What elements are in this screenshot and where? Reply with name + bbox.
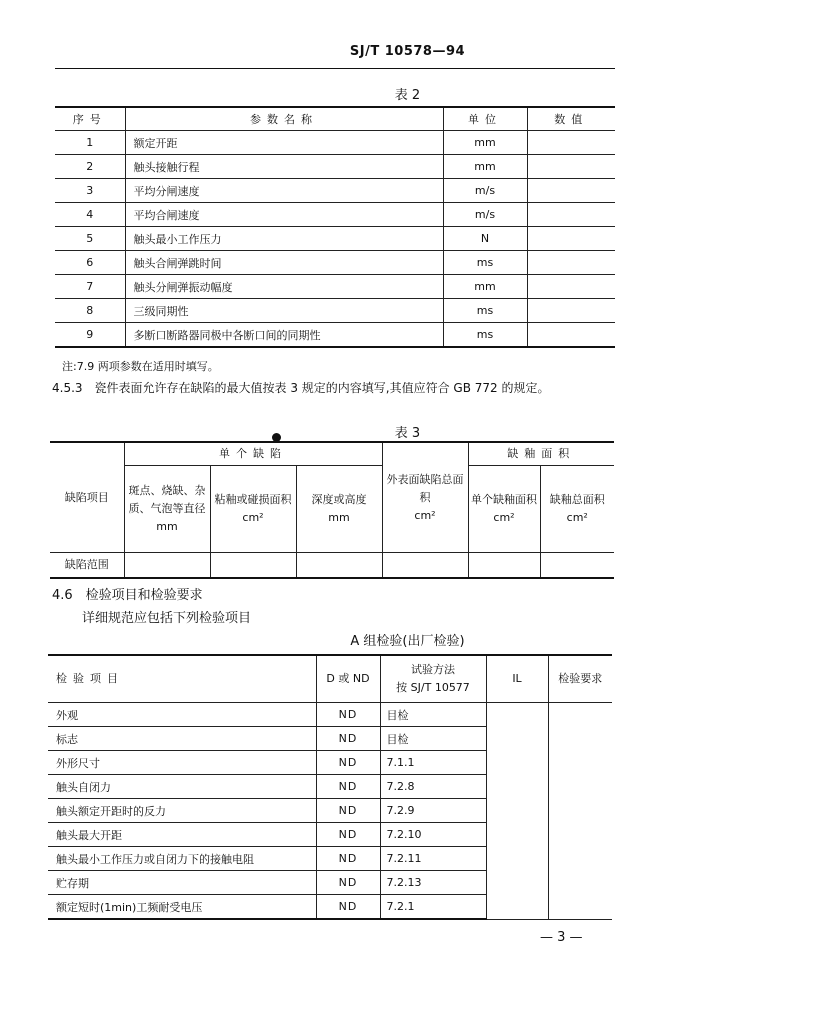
- row-method: 7.2.1: [380, 895, 486, 920]
- row-no: 3: [55, 179, 125, 203]
- row-value: [527, 251, 615, 275]
- row-no: 7: [55, 275, 125, 299]
- row-value: [527, 179, 615, 203]
- table-row: [55, 251, 615, 275]
- row-no: 4: [55, 203, 125, 227]
- row-no: 5: [55, 227, 125, 251]
- t2-col-no: 序号: [55, 107, 125, 131]
- row-item: 触头最大开距: [48, 823, 316, 847]
- row-unit: N: [443, 227, 527, 251]
- row-d: ND: [316, 823, 380, 847]
- table-row: [55, 275, 615, 299]
- t3-col-glaze-cell: [210, 466, 296, 553]
- t3-col-glaze: 粘釉或碰损面积: [214, 493, 292, 506]
- t3-col-lack-total-cell: [540, 466, 614, 553]
- t3-empty-cell: [296, 553, 382, 579]
- row-name: 平均合闸速度: [125, 203, 443, 227]
- row-item: 贮存期: [48, 871, 316, 895]
- row-unit: ms: [443, 299, 527, 323]
- t3-row-header: 缺陷项目: [50, 442, 124, 553]
- tA-il-cell: [486, 703, 548, 920]
- t3-col-total-cell: [382, 442, 468, 553]
- row-unit: mm: [443, 275, 527, 299]
- t3-col-depth-cell: [296, 466, 382, 553]
- t3-col-lack-total-unit: cm²: [566, 511, 588, 524]
- row-no: 9: [55, 323, 125, 348]
- table-row: [55, 203, 615, 227]
- t3-row-label: 缺陷范围: [50, 553, 124, 579]
- row-item: 触头额定开距时的反力: [48, 799, 316, 823]
- row-unit: ms: [443, 323, 527, 348]
- row-method: 7.2.11: [380, 847, 486, 871]
- row-method: 7.2.13: [380, 871, 486, 895]
- row-unit: ms: [443, 251, 527, 275]
- table-row: [50, 553, 614, 579]
- tA-col-method-1: 试验方法: [411, 663, 455, 676]
- t3-col-total: 外表面缺陷总面积: [386, 472, 464, 504]
- t3-group-lack: 缺釉面积: [468, 442, 614, 466]
- row-item: 触头最小工作压力或自闭力下的接触电阻: [48, 847, 316, 871]
- row-name: 额定开距: [125, 131, 443, 155]
- tA-col-req: 检验要求: [548, 655, 612, 703]
- row-value: [527, 155, 615, 179]
- row-d: ND: [316, 727, 380, 751]
- tableA: [48, 654, 612, 920]
- row-item: 外形尺寸: [48, 751, 316, 775]
- table2-caption: 表 2: [394, 88, 421, 103]
- table2: [55, 106, 615, 348]
- table3: [50, 441, 614, 579]
- row-method: 目检: [380, 703, 486, 727]
- section-4-6-title: 4.6 检验项目和检验要求: [52, 588, 203, 603]
- t3-col-depth: 深度或高度: [311, 493, 367, 506]
- row-name: 触头合闸弹跳时间: [125, 251, 443, 275]
- row-unit: m/s: [443, 179, 527, 203]
- row-d: ND: [316, 799, 380, 823]
- row-d: ND: [316, 847, 380, 871]
- t3-group-single: 单个缺陷: [124, 442, 382, 466]
- row-value: [527, 227, 615, 251]
- row-name: 三级同期性: [125, 299, 443, 323]
- row-name: 触头最小工作压力: [125, 227, 443, 251]
- t3-col-lack-single-unit: cm²: [493, 511, 515, 524]
- t3-col-spots-cell: [124, 466, 210, 553]
- row-unit: mm: [443, 131, 527, 155]
- paragraph-4-5-3: 4.5.3 瓷件表面允许存在缺陷的最大值按表 3 规定的内容填写,其值应符合 GB 772 的规定。: [52, 381, 550, 395]
- tA-col-il: IL: [486, 655, 548, 703]
- row-item: 外观: [48, 703, 316, 727]
- t3-col-lack-single: 单个缺釉面积: [471, 493, 538, 506]
- row-d: ND: [316, 751, 380, 775]
- t3-col-spots: 斑点、烧缺、杂质、气泡等直径: [128, 484, 206, 515]
- tA-col-method-cell: [380, 655, 486, 703]
- tA-col-d: D 或 ND: [316, 655, 380, 703]
- table-row: [48, 703, 612, 727]
- table-row: [55, 155, 615, 179]
- row-d: ND: [316, 871, 380, 895]
- row-unit: m/s: [443, 203, 527, 227]
- t3-col-spots-unit: mm: [156, 520, 178, 533]
- row-name: 平均分闸速度: [125, 179, 443, 203]
- row-no: 6: [55, 251, 125, 275]
- row-item: 标志: [48, 727, 316, 751]
- page-number: — 3 —: [540, 930, 583, 945]
- t2-col-name: 参数名称: [125, 107, 443, 131]
- t3-empty-cell: [540, 553, 614, 579]
- row-name: 多断口断路器同极中各断口间的同期性: [125, 323, 443, 348]
- row-method: 目检: [380, 727, 486, 751]
- row-no: 1: [55, 131, 125, 155]
- t3-col-lack-total: 缺釉总面积: [549, 493, 605, 506]
- t3-empty-cell: [468, 553, 540, 579]
- row-d: ND: [316, 895, 380, 920]
- row-value: [527, 275, 615, 299]
- table2-note: 注:7.9 两项参数在适用时填写。: [62, 360, 219, 373]
- t3-col-total-unit: cm²: [414, 508, 436, 522]
- tableA-caption: A 组检验(出厂检验): [350, 634, 465, 649]
- row-method: 7.2.9: [380, 799, 486, 823]
- t2-col-unit: 单位: [443, 107, 527, 131]
- row-name: 触头接触行程: [125, 155, 443, 179]
- tA-col-item: 检验项目: [48, 655, 316, 703]
- table-row: [55, 227, 615, 251]
- row-method: 7.2.8: [380, 775, 486, 799]
- row-method: 7.2.10: [380, 823, 486, 847]
- t3-empty-cell: [382, 553, 468, 579]
- row-d: ND: [316, 775, 380, 799]
- section-4-6-subtitle: 详细规范应包括下列检验项目: [82, 611, 252, 626]
- header-rule: [55, 68, 615, 69]
- tA-req-cell: [548, 703, 612, 920]
- row-value: [527, 131, 615, 155]
- row-value: [527, 299, 615, 323]
- document-code: SJ/T 10578—94: [349, 44, 466, 59]
- t2-col-value: 数值: [527, 107, 615, 131]
- row-d: ND: [316, 703, 380, 727]
- row-no: 2: [55, 155, 125, 179]
- table-row: [55, 323, 615, 348]
- table3-caption: 表 3: [394, 426, 421, 441]
- row-value: [527, 203, 615, 227]
- tA-col-method-2: 按 SJ/T 10577: [396, 681, 470, 694]
- t3-col-depth-unit: mm: [328, 511, 350, 524]
- row-method: 7.1.1: [380, 751, 486, 775]
- row-value: [527, 323, 615, 348]
- table-row: [55, 179, 615, 203]
- row-name: 触头分闸弹振动幅度: [125, 275, 443, 299]
- table-row: [55, 299, 615, 323]
- t3-col-glaze-unit: cm²: [242, 511, 264, 524]
- t3-col-lack-single-cell: [468, 466, 540, 553]
- t3-empty-cell: [124, 553, 210, 579]
- row-item: 触头自闭力: [48, 775, 316, 799]
- table-row: [55, 131, 615, 155]
- row-item: 额定短时(1min)工频耐受电压: [48, 895, 316, 920]
- row-no: 8: [55, 299, 125, 323]
- t3-empty-cell: [210, 553, 296, 579]
- row-unit: mm: [443, 155, 527, 179]
